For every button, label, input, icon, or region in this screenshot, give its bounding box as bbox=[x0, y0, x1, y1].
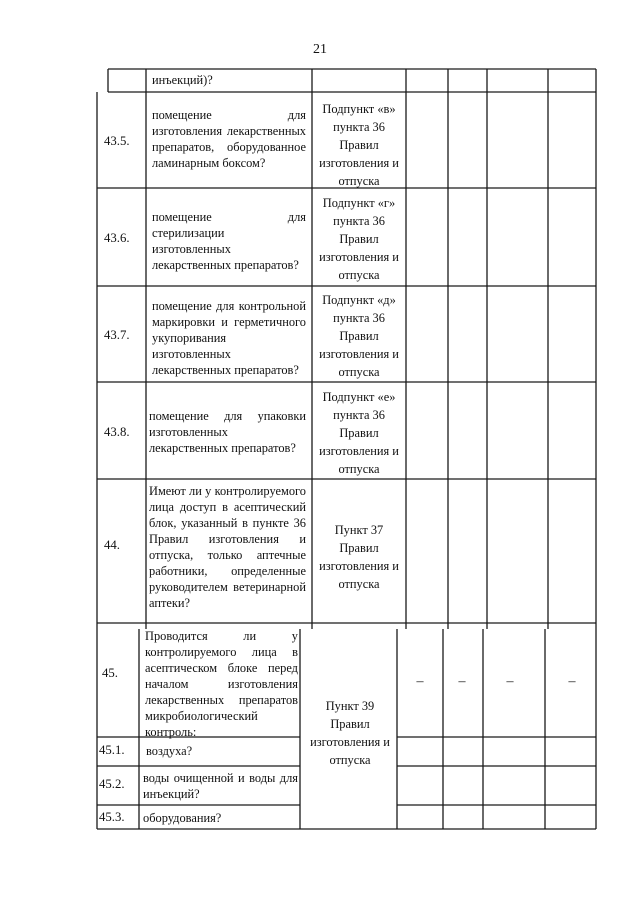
dash-mark: – bbox=[568, 674, 576, 689]
row-43-8-reference: Подпункт «е» пункта 36 Правил изготовления и отпуска bbox=[319, 390, 399, 476]
row-43-7-number: 43.7. bbox=[104, 328, 130, 342]
row-45-reference: Пункт 39 Правил изготовления и отпуска bbox=[310, 699, 390, 767]
dash-mark: – bbox=[458, 674, 466, 689]
row-45-3-question: оборудования? bbox=[143, 811, 222, 825]
row-44-reference: Пункт 37 Правил изготовления и отпуска bbox=[319, 523, 399, 591]
row-43-5-number: 43.5. bbox=[104, 134, 130, 148]
page-number: 21 bbox=[313, 42, 327, 57]
row-44-number: 44. bbox=[104, 538, 120, 552]
row-45-1-number: 45.1. bbox=[99, 743, 125, 757]
row-43-6-question: помещение для стерилизации изготовленных лекарственных препаратов? bbox=[152, 210, 306, 272]
row-43-6-number: 43.6. bbox=[104, 231, 130, 245]
row-45-3-number: 45.3. bbox=[99, 810, 125, 824]
row-45-1-question: воздуха? bbox=[146, 744, 193, 758]
row-continuation-question: инъекций)? bbox=[152, 73, 213, 87]
dash-mark: – bbox=[506, 674, 514, 689]
row-43-8-question: помещение для упаковки изготовленных лекарственных препаратов? bbox=[149, 409, 306, 455]
row-45-2-number: 45.2. bbox=[99, 777, 125, 791]
row-45-2-question: воды очищенной и воды для инъекций? bbox=[143, 771, 298, 801]
row-44-question: Имеют ли у контролируемого лица доступ в асептический блок, указанный в пункте 36 Правил изготовления и отпуска, только аптечные работники, определенные руководителем ветеринарной аптеки? bbox=[149, 484, 306, 610]
row-43-8-number: 43.8. bbox=[104, 425, 130, 439]
dash-mark: – bbox=[416, 674, 424, 689]
row-43-5-question: помещение для изготовления лекарственных препаратов, оборудованное ламинарным боксом? bbox=[152, 108, 306, 170]
row-43-7-question: помещение для контрольной маркировки и герметичного укупоривания изготовленных лекарственных препаратов? bbox=[152, 299, 306, 377]
row-43-5-reference: Подпункт «в» пункта 36 Правил изготовления и отпуска bbox=[319, 102, 399, 188]
row-43-7-reference: Подпункт «д» пункта 36 Правил изготовления и отпуска bbox=[319, 293, 399, 379]
row-43-6-reference: Подпункт «г» пункта 36 Правил изготовления и отпуска bbox=[319, 196, 399, 282]
row-45-question: Проводится ли у контролируемого лица в асептическом блоке перед началом изготовления лекарственных препаратов микробиологический контроль: bbox=[145, 629, 298, 739]
row-45-number: 45. bbox=[102, 666, 118, 680]
